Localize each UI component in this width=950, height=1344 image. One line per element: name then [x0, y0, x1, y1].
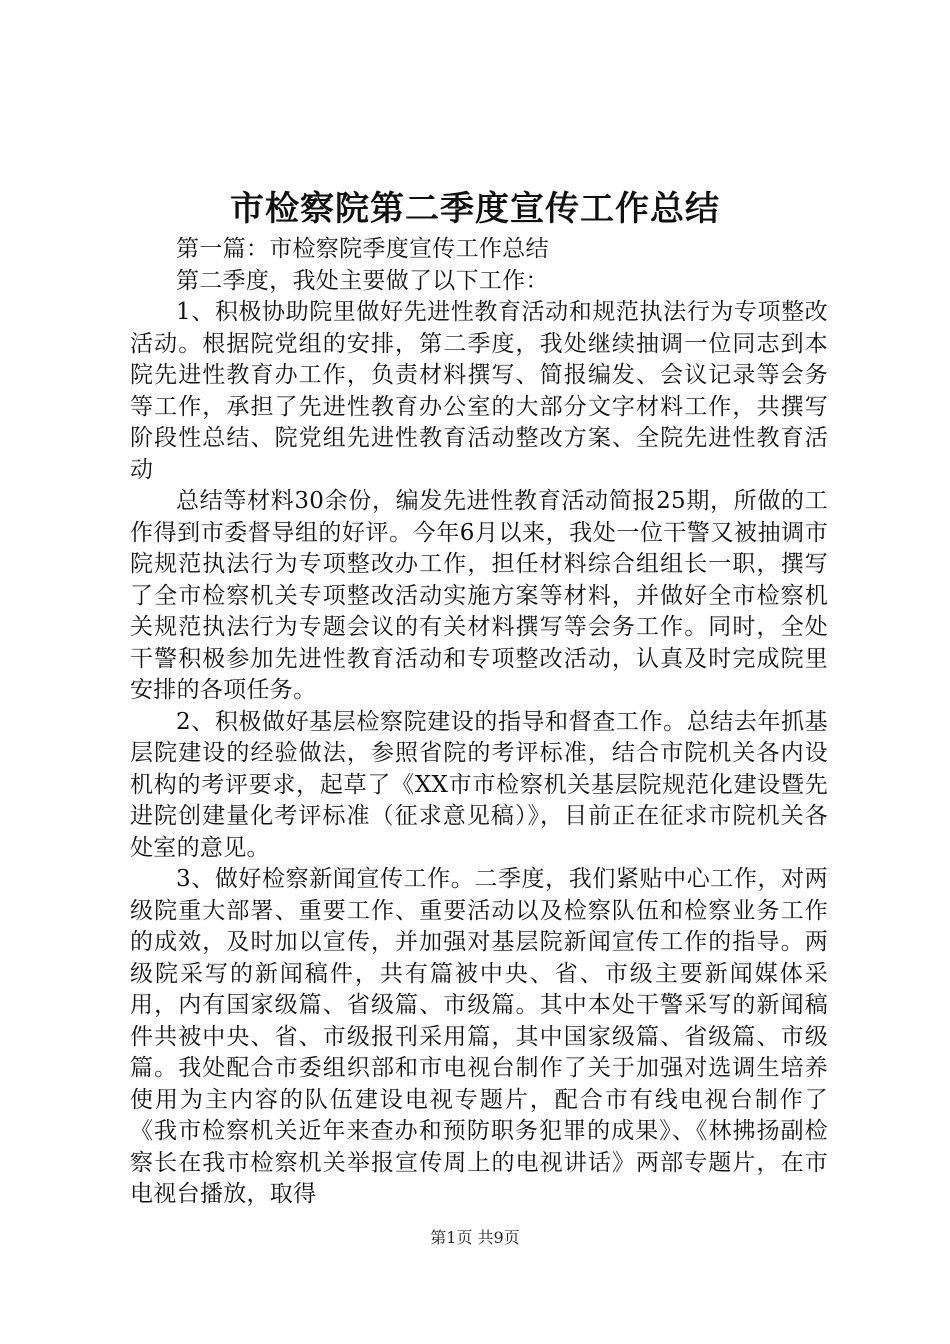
- document-body: [130, 234, 828, 1211]
- paragraph-intro: 第二季度，我处主要做了以下工作：: [176, 267, 549, 294]
- paragraph-heading: 第一篇：市检察院季度宣传工作总结: [176, 236, 549, 262]
- paragraph-item-2: 2、积极做好基层检察院建设的指导和督查工作。总结去年抓基层院建设的经验做法，参照省院的考评标准，结合市院机关各内设机构的考评要求，起草了《XX市市检察机关基层院规范化建设暨先进院创建量化考评标准（征求意见稿）》，目前正在征求市院机关各处室的意见。: [130, 708, 828, 861]
- document-title: 市检察院第二季度宣传工作总结: [230, 189, 720, 229]
- paragraph-item-1: 1、积极协助院里做好先进性教育活动和规范执法行为专项整改活动。根据院党组的安排，第二季度，我处继续抽调一位同志到本院先进性教育办工作，负责材料撰写、简报编发、会议记录等会务等工作，承担了先进性教育办公室的大部分文字材料工作，共撰写阶段性总结、院党组先进性教育活动整改方案、全院先进性教育活动: [130, 299, 828, 483]
- page-footer: 第1页 共9页: [430, 1228, 520, 1247]
- paragraph-item-1-continued: 总结等材料30余份，编发先进性教育活动简报25期，所做的工作得到市委督导组的好评。今年6月以来，我处一位干警又被抽调市院规范执法行为专项整改办工作，担任材料综合组组长一职，撰写了全市检察机关专项整改活动实施方案等材料，并做好全市检察机关规范执法行为专题会议的有关材料撰写等会务工作。同时，全处干警积极参加先进性教育活动和专项整改活动，认真及时完成院里安排的各项任务。: [130, 488, 828, 703]
- paragraph-item-3: 3、做好检察新闻宣传工作。二季度，我们紧贴中心工作，对两级院重大部署、重要工作、重要活动以及检察队伍和检察业务工作的成效，及时加以宣传，并加强对基层院新闻宣传工作的指导。两级院采写的新闻稿件，共有篇被中央、省、市级主要新闻媒体采用，内有国家级篇、省级篇、市级篇。其中本处干警采写的新闻稿件共被中央、省、市级报刊采用篇，其中国家级篇、省级篇、市级篇。我处配合市委组织部和市电视台制作了关于加强对选调生培养使用为主内容的队伍建设电视专题片，配合市有线电视台制作了《我市检察机关近年来查办和预防职务犯罪的成果》、《林拂扬副检察长在我市检察机关举报宣传周上的电视讲话》两部专题片，在市电视台播放，取得: [130, 866, 828, 1207]
